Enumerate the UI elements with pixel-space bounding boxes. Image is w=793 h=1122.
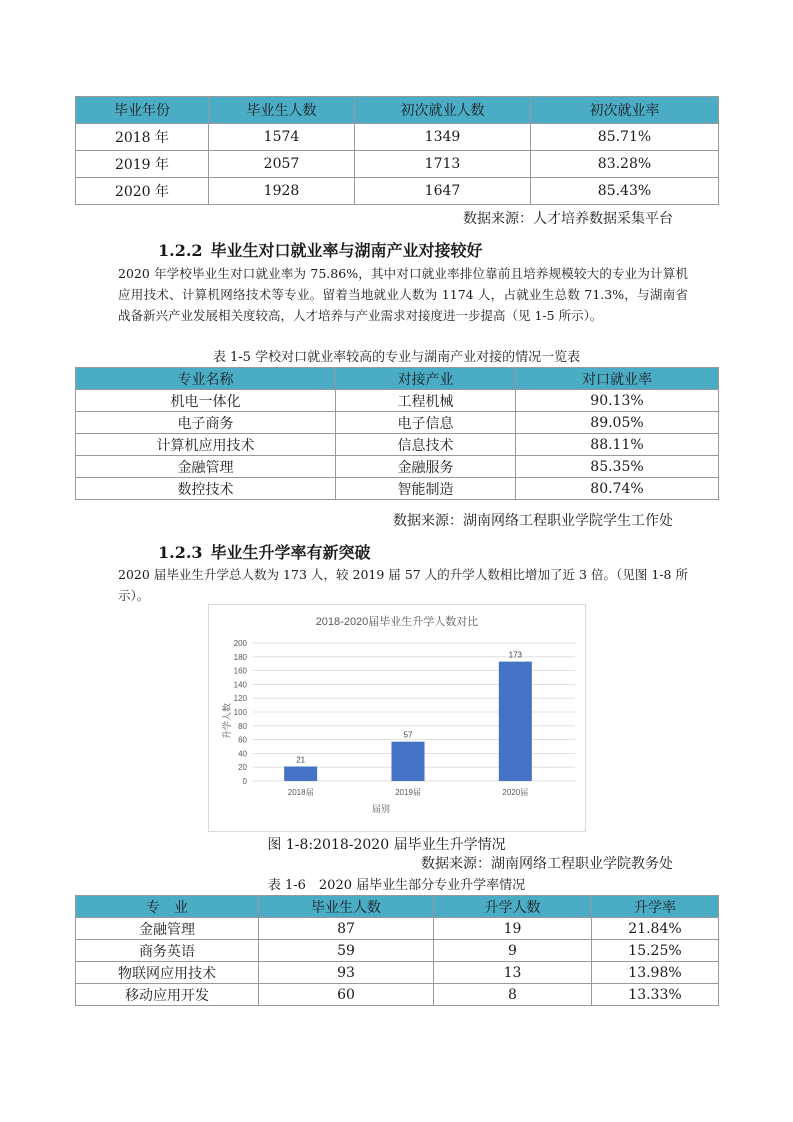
- table-cell: 金融管理: [76, 918, 259, 940]
- table-cell: 59: [259, 940, 434, 962]
- table3-caption: 表 1-6 2020 届毕业生部分专业升学率情况: [267, 878, 526, 893]
- table-cell: 93: [259, 962, 434, 984]
- section-number: 1.2.3: [158, 543, 203, 562]
- header-cell: 对接产业: [336, 368, 516, 390]
- table-cell: 89.05%: [516, 412, 719, 434]
- table-cell: 15.25%: [592, 940, 719, 962]
- bar-chart: [209, 605, 585, 831]
- table-row: [76, 412, 719, 434]
- table-cell: 数控技术: [76, 478, 336, 500]
- table-row: [76, 478, 719, 500]
- x-axis-ticks: [288, 788, 528, 797]
- header-cell: 专业名称: [76, 368, 336, 390]
- table-cell: 90.13%: [516, 390, 719, 412]
- table-row: [76, 434, 719, 456]
- table-cell: 移动应用开发: [76, 984, 259, 1006]
- table-cell: 1713: [355, 151, 531, 178]
- y-tick-label: 60: [238, 735, 247, 745]
- x-tick-label: 2020届: [502, 788, 529, 797]
- header-cell: 专 业: [76, 896, 259, 918]
- table-row: [76, 918, 719, 940]
- section-heading-1-2-2: [158, 238, 483, 261]
- table-cell: 金融服务: [336, 456, 516, 478]
- table-row: [76, 151, 719, 178]
- table-cell: 1574: [209, 124, 355, 151]
- table-cell: 9: [434, 940, 592, 962]
- y-axis-label: 升学人数: [222, 702, 232, 740]
- table-cell: 87: [259, 918, 434, 940]
- table-header-row: [76, 368, 719, 390]
- table-cell: 1647: [355, 178, 531, 205]
- header-cell: 毕业生人数: [209, 97, 355, 124]
- y-tick-label: 100: [233, 708, 247, 717]
- bar: [284, 767, 317, 781]
- x-tick-label: 2018届: [287, 788, 314, 797]
- y-tick-label: 200: [233, 639, 247, 648]
- table-row: [76, 984, 719, 1006]
- chart-bars: [284, 662, 532, 781]
- y-tick-label: 140: [233, 680, 247, 690]
- employment-rate-table: [75, 96, 719, 205]
- table-cell: 电子商务: [76, 412, 336, 434]
- y-tick-label: 180: [233, 652, 247, 662]
- table-cell: 商务英语: [76, 940, 259, 962]
- further-study-table: [75, 895, 719, 1006]
- table-cell: 8: [434, 984, 592, 1006]
- figure-caption: 图 1-8:2018-2020 届毕业生升学情况: [267, 837, 506, 853]
- section-heading-1-2-3: [158, 540, 371, 563]
- table-cell: 80.74%: [516, 478, 719, 500]
- header-cell: 升学人数: [434, 896, 592, 918]
- table-cell: 13.98%: [592, 962, 719, 984]
- table-row: [76, 940, 719, 962]
- bar: [499, 662, 532, 781]
- table-cell: 1349: [355, 124, 531, 151]
- data-label: 21: [296, 755, 306, 765]
- data-label: 173: [508, 650, 523, 660]
- table-header-row: [76, 97, 719, 124]
- table2-caption: 表 1-5 学校对口就业率较高的专业与湖南产业对接的情况一览表: [212, 350, 581, 365]
- table-cell: 13: [434, 962, 592, 984]
- table-cell: 85.71%: [531, 124, 719, 151]
- table-cell: 2020 年: [76, 178, 209, 205]
- section-title: 毕业生升学率有新突破: [210, 543, 371, 562]
- header-cell: 升学率: [592, 896, 719, 918]
- y-tick-label: 0: [242, 777, 247, 786]
- table-cell: 电子信息: [336, 412, 516, 434]
- header-cell: 毕业生人数: [259, 896, 434, 918]
- section-number: 1.2.2: [158, 241, 203, 260]
- table-row: [76, 390, 719, 412]
- figure-source: 数据来源：湖南网络工程职业学院教务处: [421, 856, 673, 872]
- table-cell: 工程机械: [336, 390, 516, 412]
- table-cell: 金融管理: [76, 456, 336, 478]
- table-row: [76, 124, 719, 151]
- table-cell: 机电一体化: [76, 390, 336, 412]
- section-paragraph: 2020 届毕业生升学总人数为 173 人，较 2019 届 57 人的升学人数相比增加了近 3 倍。（见图 1-8 所示）。: [118, 567, 688, 603]
- y-axis-ticks: [234, 639, 248, 786]
- table-cell: 计算机应用技术: [76, 434, 336, 456]
- table-row: [76, 456, 719, 478]
- y-tick-label: 20: [238, 763, 247, 773]
- table-cell: 21.84%: [592, 918, 719, 940]
- section-title: 毕业生对口就业率与湖南产业对接较好: [210, 241, 483, 260]
- table-cell: 19: [434, 918, 592, 940]
- table-cell: 信息技术: [336, 434, 516, 456]
- chart-title: 2018-2020届毕业生升学人数对比: [315, 616, 479, 628]
- table-cell: 85.35%: [516, 456, 719, 478]
- y-tick-label: 80: [238, 721, 247, 731]
- table-cell: 1928: [209, 178, 355, 205]
- header-cell: 对口就业率: [516, 368, 719, 390]
- table2-source: 数据来源：湖南网络工程职业学院学生工作处: [393, 513, 673, 529]
- y-tick-label: 40: [238, 749, 247, 759]
- table-row: [76, 962, 719, 984]
- data-label: 57: [403, 730, 413, 740]
- header-cell: 初次就业率: [531, 97, 719, 124]
- table-cell: 智能制造: [336, 478, 516, 500]
- table-cell: 88.11%: [516, 434, 719, 456]
- bar: [392, 742, 425, 781]
- section-paragraph: 2020 年学校毕业生对口就业率为 75.86%，其中对口就业率排位靠前且培养规模较大的专业为计算机应用技术、计算机网络技术等专业。留着当地就业人数为 1174 人，占就业生总数 71.3%，与湖南省战备新兴产业发展相关度较高，人才培养与产业需求对接度进一步提高（见 1-5 所示）。: [118, 266, 688, 323]
- table-cell: 2018 年: [76, 124, 209, 151]
- y-tick-label: 120: [233, 694, 247, 704]
- y-tick-label: 160: [233, 666, 247, 676]
- table-header-row: [76, 896, 719, 918]
- chart-container: [208, 604, 586, 832]
- table-cell: 物联网应用技术: [76, 962, 259, 984]
- table-row: [76, 178, 719, 205]
- table-cell: 60: [259, 984, 434, 1006]
- table-cell: 85.43%: [531, 178, 719, 205]
- table-cell: 2057: [209, 151, 355, 178]
- x-tick-label: 2019届: [395, 788, 421, 797]
- table-cell: 13.33%: [592, 984, 719, 1006]
- major-industry-table: [75, 367, 719, 500]
- table-cell: 2019 年: [76, 151, 209, 178]
- header-cell: 初次就业人数: [355, 97, 531, 124]
- x-axis-label: 届别: [371, 804, 391, 814]
- table-cell: 83.28%: [531, 151, 719, 178]
- table1-source: 数据来源：人才培养数据采集平台: [463, 211, 673, 227]
- header-cell: 毕业年份: [76, 97, 209, 124]
